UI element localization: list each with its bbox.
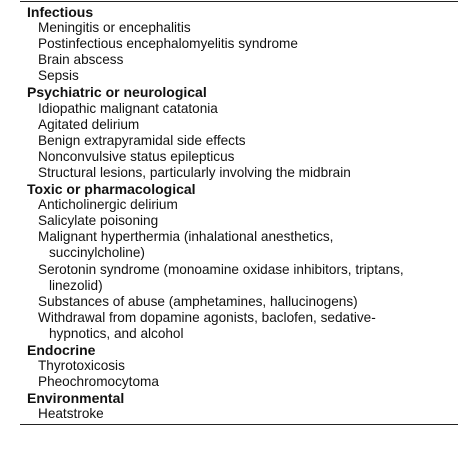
item-text-continuation: hypnotics, and alcohol [49, 325, 184, 341]
list-item [20, 133, 458, 149]
list-item [20, 52, 458, 68]
item-text: Postinfectious encephalomyelitis syndrome [38, 36, 298, 52]
item-text: Anticholinergic delirium [38, 197, 178, 213]
list-item [20, 117, 458, 133]
item-text: Sepsis [38, 68, 79, 84]
item-text: Structural lesions, particularly involving the midbrain [38, 164, 351, 180]
list-item [20, 101, 458, 117]
item-text: Serotonin syndrome (monoamine oxidase inhibitors, triptans, [38, 261, 404, 277]
item-text-continuation: linezolid) [49, 277, 103, 293]
list-item [20, 36, 458, 52]
section-heading: Toxic or pharmacological [27, 181, 196, 198]
item-text: Salicylate poisoning [38, 213, 159, 229]
list-item [20, 197, 458, 213]
sections-container [20, 2, 458, 422]
list-item [20, 229, 458, 261]
section-heading: Infectious [27, 4, 94, 20]
list-item [20, 165, 458, 181]
list-item [20, 68, 458, 84]
section-heading: Endocrine [27, 341, 96, 358]
item-text-continuation: succinylcholine) [49, 245, 145, 261]
list-item [20, 406, 458, 422]
list-item [20, 149, 458, 165]
item-text: Thyrotoxicosis [38, 358, 125, 374]
item-text: Meningitis or encephalitis [38, 20, 191, 36]
item-text: Malignant hyperthermia (inhalational anesthetics, [38, 229, 334, 245]
section-heading: Psychiatric or neurological [27, 84, 207, 101]
list-item [20, 310, 458, 342]
item-text: Brain abscess [38, 52, 124, 68]
bottom-rule [20, 424, 458, 425]
item-text: Pheochromocytoma [38, 374, 159, 390]
differential-diagnosis-table [20, 0, 458, 425]
list-item [20, 294, 458, 310]
list-item [20, 358, 458, 374]
list-item [20, 262, 458, 294]
item-text: Withdrawal from dopamine agonists, baclofen, sedative- [38, 309, 376, 325]
item-text: Nonconvulsive status epilepticus [38, 148, 235, 164]
item-text: Benign extrapyramidal side effects [38, 132, 246, 148]
item-text: Agitated delirium [38, 116, 140, 132]
section-heading: Environmental [27, 390, 125, 407]
item-text: Heatstroke [38, 406, 104, 422]
item-text: Substances of abuse (amphetamines, hallucinogens) [38, 293, 358, 309]
item-text: Idiopathic malignant catatonia [38, 100, 218, 116]
list-item [20, 20, 458, 36]
list-item [20, 374, 458, 390]
list-item [20, 213, 458, 229]
